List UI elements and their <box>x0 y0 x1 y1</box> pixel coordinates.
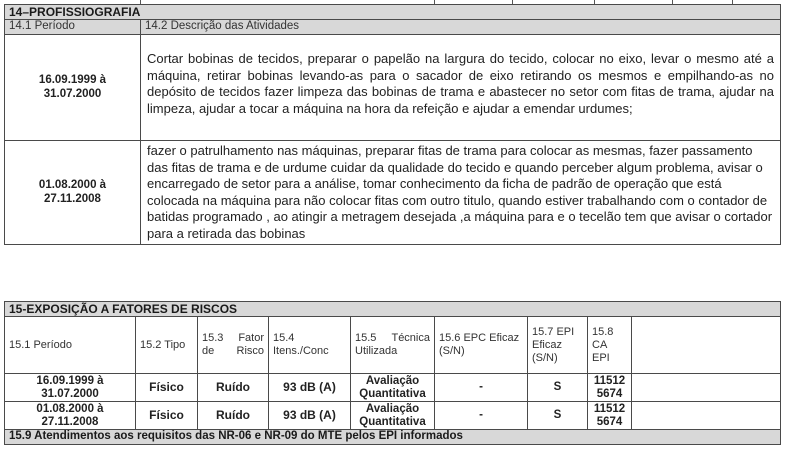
activity-description: fazer o patrulhamento nas máquinas, preparar fitas de trama para colocar as mesmas, fazer passamento das fitas de trama e de urdume cuidar da qualidade do tecido e quando perceber algum problema, avisar o encarregado de setor para a análise, tomar conhecimento da ficha de padrão de operação que está colocada na máquina para não colocar fitas com outro titulo, quando estiver trabalhando com o contador de batidas programado , ao atingir a metragem desejada ,a máquina para e o tecelão tem que avisar o cortador para a retirada das bobinas <box>141 141 781 245</box>
tecnica-line: Quantitativa <box>359 387 426 400</box>
risk-epc: - <box>435 402 528 430</box>
risk-epc: - <box>435 374 528 402</box>
period-end: 31.07.2000 <box>43 87 102 100</box>
header-periodo: 15.1 Período <box>5 317 136 374</box>
period-end: 31.07.2000 <box>41 387 99 400</box>
col-description-header: 14.2 Descrição das Atividades <box>141 20 781 35</box>
risk-ca <box>588 402 632 430</box>
risk-fator: Ruído <box>198 374 269 402</box>
risk-conc: 93 dB (A) <box>269 374 351 402</box>
risk-tipo: Físico <box>136 374 198 402</box>
period-start: 16.09.1999 à <box>36 374 104 387</box>
col-period-header: 14.1 Período <box>5 20 141 35</box>
activity-period <box>5 141 141 245</box>
risk-tecnica <box>351 374 435 402</box>
header-fator: 15.3 Fator de Risco <box>198 317 269 374</box>
risk-epi: S <box>528 374 588 402</box>
period-end: 27.11.2008 <box>44 192 101 205</box>
activity-description: Cortar bobinas de tecidos, preparar o papelão na largura do tecido, colocar no eixo, levar o mesmo até a máquina, retirar bobinas levando-as para o sacador de eixo retirando os mesmos e empilhando-as no depósito de tecidos fazer limpeza das bobinas de trama e abastecer no setor com fitas de trama, ajudar na limpeza, ajudar a tocar a máquina na hora da refeição e ajudar a emendar urdumes; <box>141 35 781 141</box>
activity-row <box>5 141 781 245</box>
header-tipo: 15.2 Tipo <box>136 317 198 374</box>
profissiografia-table <box>4 4 781 245</box>
risk-tecnica <box>351 402 435 430</box>
risk-tipo: Físico <box>136 402 198 430</box>
blank-cell <box>632 317 781 374</box>
header-epc: 15.6 EPC Eficaz (S/N) <box>435 317 528 374</box>
section-15-9-footer: 15.9 Atendimentos aos requisitos das NR-06 e NR-09 do MTE pelos EPI informados <box>5 430 781 445</box>
header-itens: 15.4 Itens./Conc <box>269 317 351 374</box>
section-15-title: 15-EXPOSIÇÃO A FATORES DE RISCOS <box>5 302 781 317</box>
activity-row <box>5 35 781 141</box>
ca-line: 11512 <box>593 374 626 387</box>
risk-exposure-table <box>4 301 781 445</box>
ca-line: 11512 <box>593 402 626 415</box>
tecnica-line: Quantitativa <box>359 415 426 428</box>
ca-line: 5674 <box>596 387 623 400</box>
period-start: 01.08.2000 à <box>36 402 104 415</box>
ca-line: 5674 <box>596 415 623 428</box>
risk-period <box>5 402 136 430</box>
risk-conc: 93 dB (A) <box>269 402 351 430</box>
risk-ca <box>588 374 632 402</box>
tecnica-line: Avaliação <box>365 374 420 387</box>
risk-fator: Ruído <box>198 402 269 430</box>
period-start: 01.08.2000 à <box>38 179 107 192</box>
header-ca: 15.8 CA EPI <box>588 317 632 374</box>
risk-row <box>5 402 781 430</box>
header-tecnica: 15.5 Técnica Utilizada <box>351 317 435 374</box>
blank-cell <box>632 374 781 402</box>
activity-period <box>5 35 141 141</box>
blank-cell <box>632 402 781 430</box>
risk-row <box>5 374 781 402</box>
risk-epi: S <box>528 402 588 430</box>
period-start: 16.09.1999 à <box>38 74 107 87</box>
period-end: 27.11.2008 <box>41 415 99 428</box>
header-epi: 15.7 EPI Eficaz (S/N) <box>528 317 588 374</box>
risk-period <box>5 374 136 402</box>
tecnica-line: Avaliação <box>365 402 420 415</box>
section-14-title: 14–PROFISSIOGRAFIA <box>5 5 781 20</box>
